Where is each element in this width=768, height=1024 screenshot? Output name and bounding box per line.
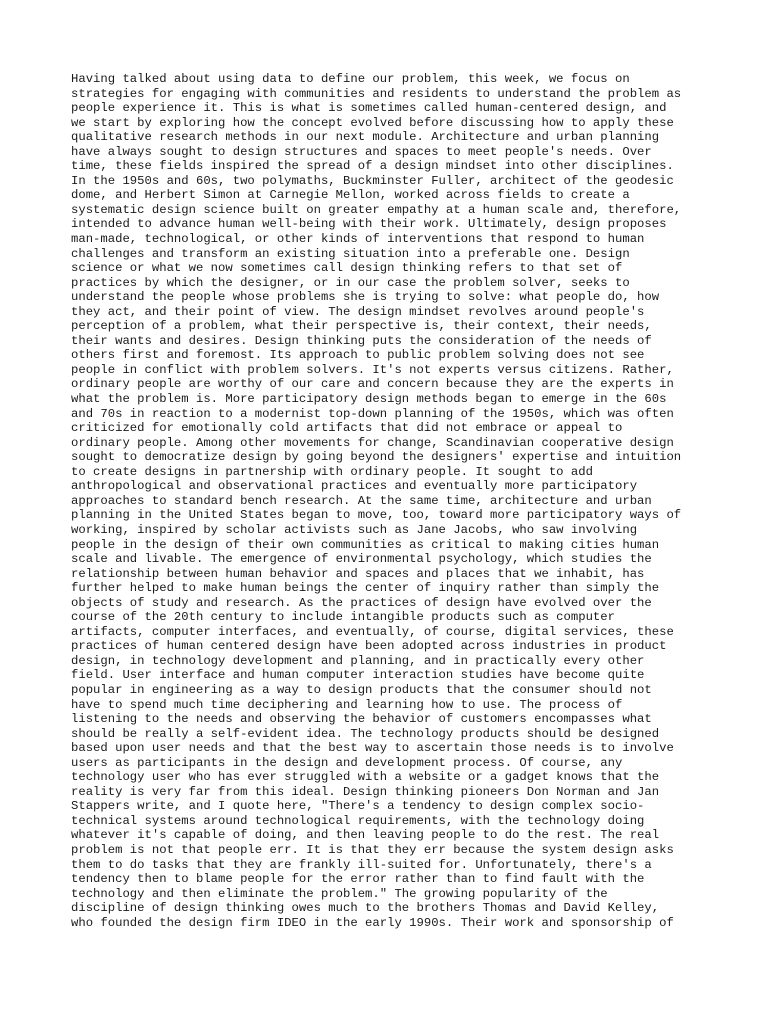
text-line: time, these fields inspired the spread of a design mindset into other disciplines. xyxy=(71,159,674,174)
text-line: to create designs in partnership with ordinary people. It sought to add xyxy=(71,464,593,479)
text-line: ordinary people. Among other movements for change, Scandinavian cooperative design xyxy=(71,435,674,450)
text-line: problem is not that people err. It is that they err because the system design asks xyxy=(71,842,674,857)
text-line: perception of a problem, what their perspective is, their context, their needs, xyxy=(71,319,652,334)
text-line: strategies for engaging with communities and residents to understand the problem as xyxy=(71,86,682,101)
text-line: and 70s in reaction to a modernist top-down planning of the 1950s, which was often xyxy=(71,406,674,421)
text-line: who founded the design firm IDEO in the early 1990s. Their work and sponsorship of xyxy=(71,915,674,930)
text-line: science or what we now sometimes call design thinking refers to that set of xyxy=(71,261,623,276)
text-line: reality is very far from this ideal. Design thinking pioneers Don Norman and Jan xyxy=(71,784,660,799)
text-line: criticized for emotionally cold artifacts that did not embrace or appeal to xyxy=(71,421,623,436)
text-line: discipline of design thinking owes much to the brothers Thomas and David Kelley, xyxy=(71,901,660,916)
text-line: artifacts, computer interfaces, and eventually, of course, digital services, these xyxy=(71,624,674,639)
text-line: people in the design of their own communities as critical to making cities human xyxy=(71,537,660,552)
text-line: Having talked about using data to define our problem, this week, we focus on xyxy=(71,72,630,86)
text-line: have always sought to design structures and spaces to meet people's needs. Over xyxy=(71,144,652,159)
text-line: planning in the United States began to move, too, toward more participatory ways of xyxy=(71,508,682,523)
text-line: qualitative research methods in our next module. Architecture and urban planning xyxy=(71,130,660,145)
text-line: objects of study and research. As the practices of design have evolved over the xyxy=(71,595,652,610)
text-line: Stappers write, and I quote here, "There's a tendency to design complex socio- xyxy=(71,799,645,814)
text-line: whatever it's capable of doing, and then leaving people to do the rest. The real xyxy=(71,828,660,843)
text-line: scale and livable. The emergence of environmental psychology, which studies the xyxy=(71,552,652,567)
text-line: anthropological and observational practices and eventually more participatory xyxy=(71,479,638,494)
text-line: man-made, technological, or other kinds of interventions that respond to human xyxy=(71,232,645,247)
text-line: sought to democratize design by going beyond the designers' expertise and intuition xyxy=(71,450,682,465)
text-line: listening to the needs and observing the behavior of customers encompasses what xyxy=(71,712,652,727)
text-line: course of the 20th century to include intangible products such as computer xyxy=(71,610,615,625)
text-line: popular in engineering as a way to design products that the consumer should not xyxy=(71,682,652,697)
text-line: technology user who has ever struggled with a website or a gadget knows that the xyxy=(71,770,660,785)
text-line: based upon user needs and that the best way to ascertain those needs is to involve xyxy=(71,741,674,756)
text-line: understand the people whose problems she is trying to solve: what people do, how xyxy=(71,290,660,305)
text-line: field. User interface and human computer interaction studies have become quite xyxy=(71,668,645,683)
text-line: relationship between human behavior and spaces and places that we inhabit, has xyxy=(71,566,645,581)
text-line: challenges and transform an existing situation into a preferable one. Design xyxy=(71,246,630,261)
text-line: have to spend much time deciphering and learning how to use. The process of xyxy=(71,697,623,712)
text-line: dome, and Herbert Simon at Carnegie Mellon, worked across fields to create a xyxy=(71,188,630,203)
text-line: systematic design science built on greater empathy at a human scale and, therefore, xyxy=(71,202,682,217)
text-line: people in conflict with problem solvers. It's not experts versus citizens. Rather, xyxy=(71,362,674,377)
text-line: they act, and their point of view. The design mindset revolves around people's xyxy=(71,304,645,319)
text-line: users as participants in the design and development process. Of course, any xyxy=(71,755,623,770)
text-line: we start by exploring how the concept evolved before discussing how to apply these xyxy=(71,115,674,130)
text-line: working, inspired by scholar activists such as Jane Jacobs, who saw involving xyxy=(71,522,638,537)
text-line: people experience it. This is what is sometimes called human-centered design, and xyxy=(71,101,667,116)
text-line: further helped to make human beings the center of inquiry rather than simply the xyxy=(71,581,660,596)
text-line: tendency then to blame people for the error rather than to find fault with the xyxy=(71,872,645,887)
text-line: approaches to standard bench research. At the same time, architecture and urban xyxy=(71,493,652,508)
text-line: what the problem is. More participatory design methods began to emerge in the 60s xyxy=(71,392,667,407)
text-line: In the 1950s and 60s, two polymaths, Buckminster Fuller, architect of the geodesic xyxy=(71,173,674,188)
body-text xyxy=(71,72,711,930)
text-line: technology and then eliminate the problem." The growing popularity of the xyxy=(71,886,608,901)
text-line: them to do tasks that they are frankly ill-suited for. Unfortunately, there's a xyxy=(71,857,652,872)
text-line: should be really a self-evident idea. The technology products should be designed xyxy=(71,726,660,741)
text-line: practices of human centered design have been adopted across industries in product xyxy=(71,639,667,654)
text-line: others first and foremost. Its approach to public problem solving does not see xyxy=(71,348,645,363)
text-line: technical systems around technological requirements, with the technology doing xyxy=(71,813,645,828)
text-line: practices by which the designer, or in our case the problem solver, seeks to xyxy=(71,275,630,290)
text-line: their wants and desires. Design thinking puts the consideration of the needs of xyxy=(71,333,652,348)
text-line: ordinary people are worthy of our care and concern because they are the experts in xyxy=(71,377,674,392)
text-line: design, in technology development and planning, and in practically every other xyxy=(71,653,645,668)
text-line: intended to advance human well-being with their work. Ultimately, design proposes xyxy=(71,217,667,232)
